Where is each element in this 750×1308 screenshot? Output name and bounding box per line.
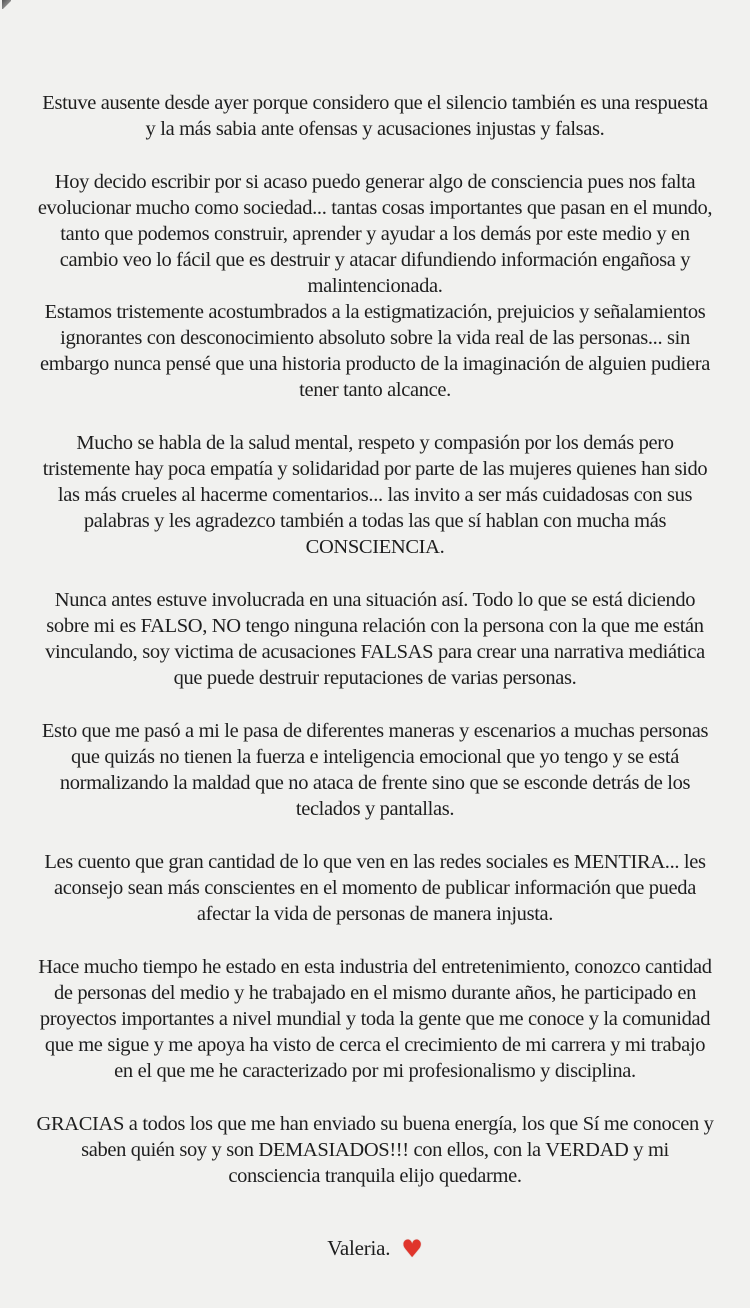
paragraph-silence-response: Estuve ausente desde ayer porque considero que el silencio también es una respuesta y la más sabia ante ofensas y acusaciones injustas y falsas.: [42, 92, 708, 140]
paragraph-consciencia-intro: Hoy decido escribir por si acaso puedo generar algo de consciencia pues nos falta evolucionar mucho como sociedad... tantas cosas importantes que pasan en el mundo, tanto que podemos construir, aprender y ayudar a los demás por este medio y en cambio veo lo fácil que es destruir y atacar difundiendo información engañosa y malintencionada.: [37, 171, 713, 297]
paragraph-acusaciones-falsas: Nunca antes estuve involucrada en una situación así. Todo lo que se está diciendo sobre mi es FALSO, NO tengo ninguna relación con la persona con la que me están vinculando, soy victima de acusaciones FALSAS para crear una narrativa mediática que puede destruir reputaciones de varias personas.: [45, 589, 705, 689]
paragraph-salud-mental: Mucho se habla de la salud mental, respeto y compasión por los demás pero tristemente hay poca empatía y solidaridad por parte de las mujeres quienes han sido las más crueles al hacerme comentarios... las invito a ser más cuidadosas con sus palabras y les agradezco también a todas las que sí hablan con mucha más CONSCIENCIA.: [42, 432, 708, 558]
paragraph-estigmatizacion: Estamos tristemente acostumbrados a la estigmatización, prejuicios y señalamientos ignorantes con desconocimiento absoluto sobre la vida real de las personas... sin embargo nunca pensé que una historia producto de la imaginación de alguien pudiera tener tanto alcance.: [40, 301, 710, 401]
paragraph-gracias: GRACIAS a todos los que me han enviado su buena energía, los que Sí me conocen y saben quién soy y son DEMASIADOS!!! con ellos, con la VERDAD y mi consciencia tranquila elijo quedarme.: [36, 1113, 714, 1187]
signature: [30, 1235, 720, 1262]
paragraph-redes-mentira: Les cuento que gran cantidad de lo que ven en las redes sociales es MENTIRA... les aconsejo sean más conscientes en el momento de publicar información que pueda afectar la vida de personas de manera injusta.: [44, 851, 706, 925]
signature-name: Valeria.: [327, 1236, 391, 1260]
red-heart-icon: ♥: [401, 1235, 423, 1263]
paragraph-maldad-normalizada: Esto que me pasó a mi le pasa de diferentes maneras y escenarios a muchas personas que quizás no tienen la fuerza e inteligencia emocional que yo tengo y se está normalizando la maldad que no ataca de frente sino que se esconde detrás de los teclados y pantallas.: [41, 720, 709, 820]
paragraph-trayectoria: Hace mucho tiempo he estado en esta industria del entretenimiento, conozco cantidad de personas del medio y he trabajado en el mismo durante años, he participado en proyectos importantes a nivel mundial y toda la gente que me conoce y la comunidad que me sigue y me apoya ha visto de cerca el crecimiento de mi carrera y mi trabajo en el que me he caracterizado por mi profesionalismo y disciplina.: [38, 956, 712, 1082]
corner-artifact: [2, 0, 11, 9]
